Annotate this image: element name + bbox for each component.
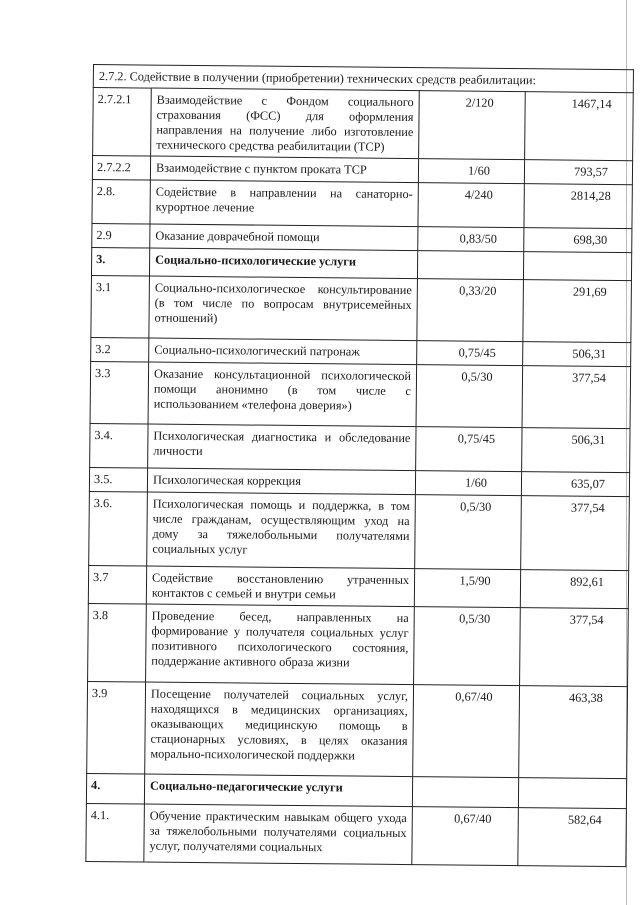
price-cell <box>523 252 631 281</box>
service-description-cell: Посещение получателей социальных услуг, находящихся в медицинских организациях, оказывающих медицинскую помощь в стационарных условиях, в целях оказания морально-психологической поддержки <box>145 682 414 777</box>
table-row <box>93 88 634 161</box>
quantity-cell: 0,33/20 <box>417 279 524 342</box>
service-description-cell: Социально-психологическое консультирование (в том числе по вопросам внутрисемейных отношений) <box>149 276 418 341</box>
table-row <box>92 179 632 228</box>
row-number-cell: 2.7.2.1 <box>93 88 152 157</box>
table-row <box>88 565 628 608</box>
service-description-cell: Взаимодействие с пунктом проката ТСР <box>150 156 418 183</box>
service-description-cell: Оказание консультационной психологической помощи анонимно (в том числе с использованием «телефона доверия») <box>148 362 417 427</box>
price-cell: 506,31 <box>522 428 630 473</box>
price-cell: 793,57 <box>524 160 632 185</box>
service-description-cell: Психологическая диагностика и обследование личности <box>148 424 416 471</box>
quantity-cell: 0,67/40 <box>412 807 519 866</box>
section-header-cell: 2.7.2. Содействие в получении (приобретении) технических средств реабилитации: <box>93 65 633 93</box>
service-description-cell: Социально-педагогические услуги <box>144 774 412 807</box>
row-number-cell: 3.7 <box>88 565 146 604</box>
service-description-cell: Психологическая помощь и поддержка, в том числе гражданам, осуществляющим уход на дому за тяжелобольными получателями социальных услуг <box>147 492 416 569</box>
service-description-cell: Содействие в направлении на санаторно-курортное лечение <box>150 180 418 227</box>
quantity-cell: 1/60 <box>415 471 521 496</box>
services-table-body <box>86 65 634 867</box>
service-description-cell: Содействие восстановлению утраченных контактов с семьей и внутри семьи <box>146 566 414 607</box>
table-row <box>91 275 632 342</box>
price-cell: 291,69 <box>523 280 632 343</box>
quantity-cell: 0,5/30 <box>416 365 523 428</box>
price-cell: 635,07 <box>521 472 629 497</box>
quantity-cell: 0,83/50 <box>418 227 524 252</box>
table-row <box>90 361 631 428</box>
quantity-cell: 1/60 <box>418 159 524 184</box>
service-description-cell: Психологическая коррекция <box>147 468 415 495</box>
row-number-cell: 3.9 <box>87 681 146 774</box>
price-cell: 582,64 <box>518 808 627 867</box>
price-cell: 377,54 <box>520 608 629 687</box>
quantity-cell: 0,67/40 <box>413 685 520 778</box>
price-cell: 377,54 <box>521 496 630 571</box>
table-row <box>90 423 630 472</box>
price-cell: 377,54 <box>522 366 631 429</box>
services-table <box>85 64 634 867</box>
quantity-cell: 0,5/30 <box>415 495 522 570</box>
quantity-cell <box>412 777 518 808</box>
row-number-cell: 3.3 <box>90 361 149 424</box>
quantity-cell: 4/240 <box>418 183 524 228</box>
service-description-cell: Социально-психологический патронаж <box>149 338 417 365</box>
price-cell: 506,31 <box>523 342 631 367</box>
table-row <box>88 603 629 686</box>
quantity-cell: 0,75/45 <box>417 341 523 366</box>
service-description-cell: Социально-психологические услуги <box>149 248 417 279</box>
document-page <box>85 64 640 867</box>
row-number-cell: 2.7.2.2 <box>92 156 150 181</box>
row-number-cell: 2.8. <box>92 179 150 224</box>
row-number-cell: 3.1 <box>91 275 150 338</box>
quantity-cell <box>417 251 523 280</box>
price-cell: 463,38 <box>519 686 628 779</box>
quantity-cell: 1,5/90 <box>414 569 520 608</box>
table-row <box>89 491 630 570</box>
row-number-cell: 3.2 <box>91 337 149 362</box>
table-row <box>87 681 628 778</box>
price-cell <box>518 778 626 809</box>
row-number-cell: 3.4. <box>90 423 148 468</box>
service-description-cell: Обучение практическим навыкам общего ухода за тяжелобольными получателями социальных услуг, получателями социальных <box>144 804 413 865</box>
row-number-cell: 3.5. <box>89 467 147 492</box>
row-number-cell: 3.8 <box>88 603 147 682</box>
price-cell: 1467,14 <box>525 92 634 161</box>
row-number-cell: 4.1. <box>86 803 145 862</box>
quantity-cell: 2/120 <box>419 91 526 160</box>
row-number-cell: 4. <box>86 773 144 804</box>
table-row <box>86 803 627 866</box>
quantity-cell: 0,5/30 <box>414 607 521 686</box>
row-number-cell: 2.9 <box>92 223 150 248</box>
price-cell: 2814,28 <box>524 184 632 229</box>
row-number-cell: 3.6. <box>89 491 148 566</box>
service-description-cell: Оказание доврачебной помощи <box>150 224 418 251</box>
price-cell: 892,61 <box>520 570 628 609</box>
service-description-cell: Взаимодействие с Фондом социального страхования (ФСС) для оформления направления на получение либо изготовление технического средства реабилитации (ТСР) <box>151 88 420 159</box>
quantity-cell: 0,75/45 <box>416 427 522 472</box>
row-number-cell: 3. <box>91 247 149 276</box>
service-description-cell: Проведение бесед, направленных на формирование у получателя социальных услуг позитивного психологического состояния, поддержание активного образа жизни <box>146 604 415 685</box>
price-cell: 698,30 <box>524 228 632 253</box>
